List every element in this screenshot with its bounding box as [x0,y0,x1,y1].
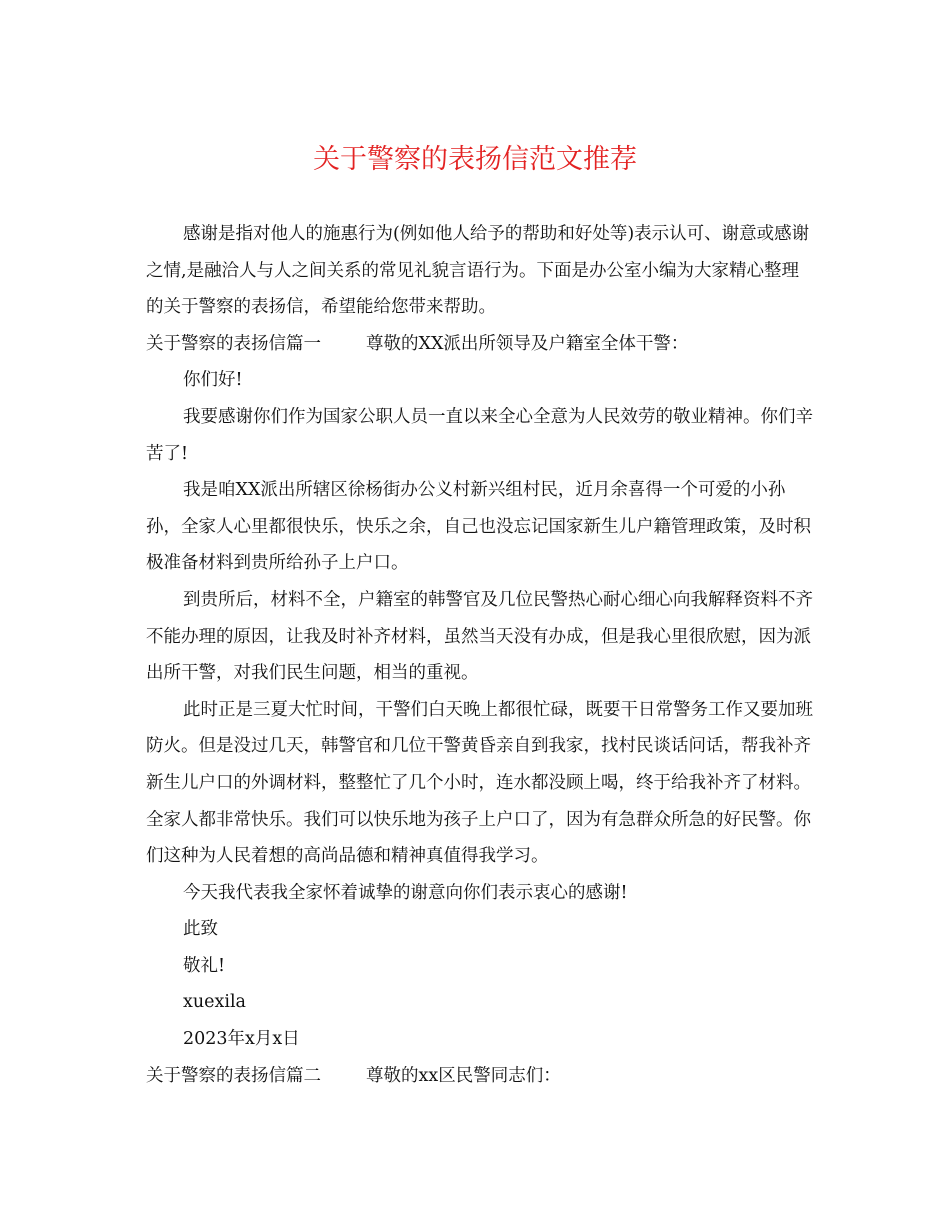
letter1-paragraph-2: 我是咱XX派出所辖区徐杨街办公义村新兴组村民，近月余喜得一个可爱的小孙孙，全家人心里都很快乐，快乐之余，自己也没忘记国家新生儿户籍管理政策，及时积极准备材料到贵所给孙子上户口。 [146,480,811,574]
letter1-paragraph-1: 我要感谢你们作为国家公职人员一直以来全心全意为人民效劳的敬业精神。你们辛苦了! [146,406,813,464]
letter1-closing-1: 此致 [183,919,218,940]
letter1-paragraph-5: 今天我代表我全家怀着诚挚的谢意向你们表示衷心的感谢! [183,882,628,903]
document-body [146,216,816,1094]
letter2-heading-line [146,1058,816,1095]
document-title: 关于警察的表扬信范文推荐 [313,144,637,175]
intro-paragraph: 感谢是指对他人的施惠行为(例如他人给予的帮助和好处等)表示认可、谢意或感谢之情,是融洽人与人之间关系的常见礼貌言语行为。下面是办公室小编为大家精心整理的关于警察的表扬信，希望能给您带来帮助。 [146,224,810,318]
letter1-paragraph-3: 到贵所后，材料不全，户籍室的韩警官及几位民警热心耐心细心向我解释资料不齐不能办理的原因，让我及时补齐材料，虽然当天没有办成，但是我心里很欣慰，因为派出所干警，对我们民生问题，相当的重视。 [146,589,813,684]
letter1-salutation: 尊敬的XX派出所领导及户籍室全体干警： [366,333,689,354]
letter2-salutation: 尊敬的xx区民警同志们： [366,1065,561,1086]
letter1-closing-2: 敬礼! [183,955,226,976]
letter1-heading-line [146,326,816,363]
letter1-signature: xuexila [183,992,246,1013]
letter1-paragraph-4: 此时正是三夏大忙时间，干警们白天晚上都很忙碌，既要干日常警务工作又要加班防火。但是没过几天，韩警官和几位干警黄昏亲自到我家，找村民谈话问话，帮我补齐新生儿户口的外调材料，整整忙了几个小时，连水都没顾上喝，终于给我补齐了材料。全家人都非常快乐。我们可以快乐地为孩子上户口了，因为有急群众所急的好民警。你们这种为人民着想的高尚品德和精神真值得我学习。 [146,699,813,867]
letter1-heading: 关于警察的表扬信篇一 [146,333,321,354]
letter1-date: 2023年x月x日 [183,1029,300,1050]
letter1-greeting: 你们好! [183,370,243,391]
letter2-heading: 关于警察的表扬信篇二 [146,1065,321,1086]
